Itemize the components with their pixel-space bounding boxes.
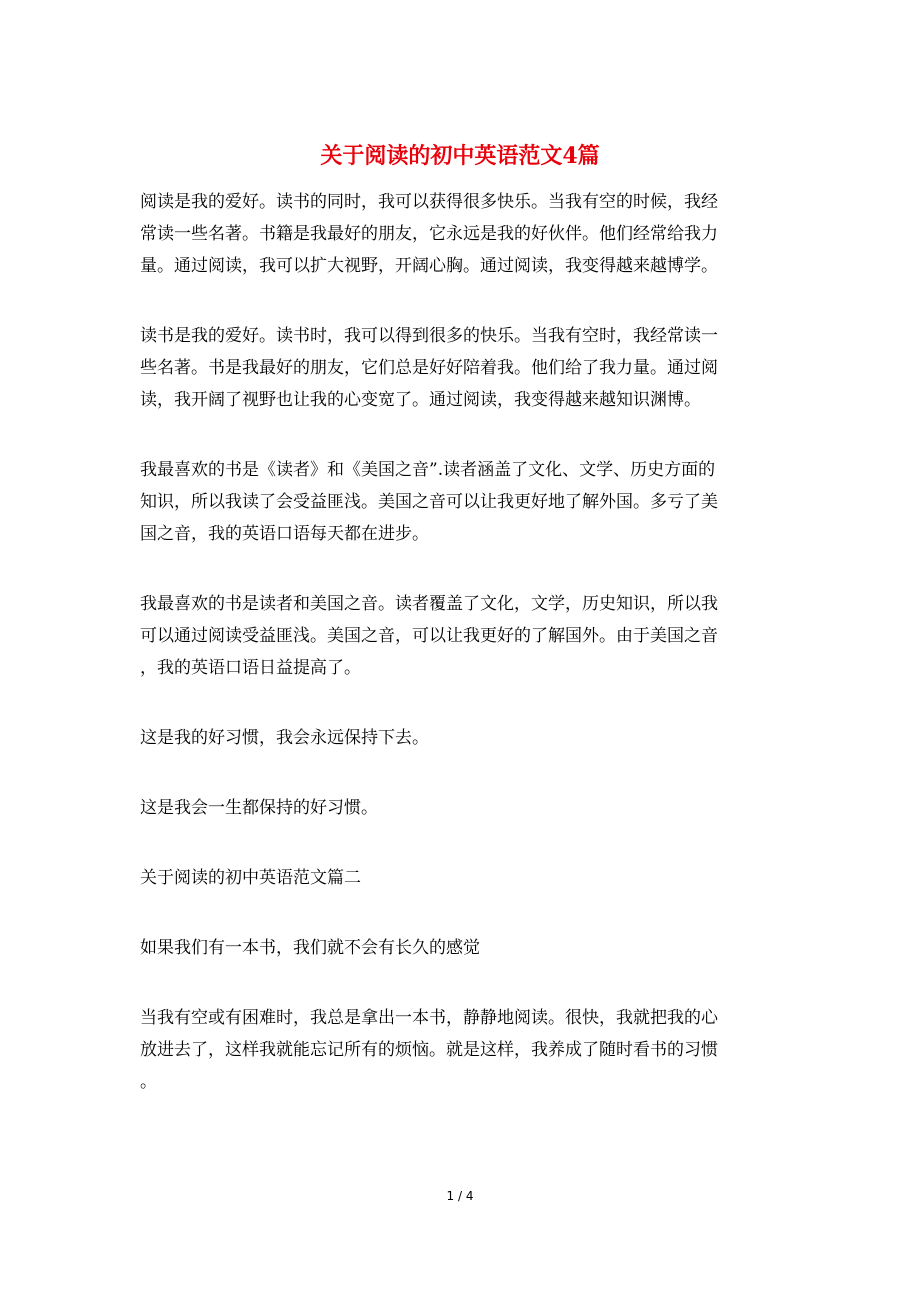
paragraph: 如果我们有一本书，我们就不会有长久的感觉 xyxy=(140,938,480,958)
paragraph: 当我有空或有困难时，我总是拿出一本书，静静地阅读。很快，我就把我的心 放进去了，这样我就能忘记所有的烦恼。就是这样，我养成了随时看书的习惯 。 xyxy=(140,1008,718,1092)
paragraph: 我最喜欢的书是读者和美国之音。读者覆盖了文化，文学，历史知识，所以我 可以通过阅读受益匪浅。美国之音，可以让我更好的了解国外。由于美国之音 ，我的英语口语日益提高了。 xyxy=(140,594,718,678)
page-number: 1 / 4 xyxy=(446,1189,474,1203)
document-title: 关于阅读的初中英语范文4篇 xyxy=(320,143,600,169)
paragraph: 阅读是我的爱好。读书的同时，我可以获得很多快乐。当我有空的时候，我经 常读一些名著。书籍是我最好的朋友，它永远是我的好伙伴。他们经常给我力 量。通过阅读，我可以扩大视野，开阔心胸。通过阅读，我变得越来越博学。 xyxy=(140,192,718,276)
section-heading: 关于阅读的初中英语范文篇二 xyxy=(140,868,361,888)
document-body xyxy=(140,186,780,1098)
paragraph: 我最喜欢的书是《读者》和《美国之音”.读者涵盖了文化、文学、历史方面的 知识，所以我读了会受益匪浅。美国之音可以让我更好地了解外国。多亏了美 国之音，我的英语口语每天都在进步。 xyxy=(140,460,718,544)
paragraph: 这是我的好习惯，我会永远保持下去。 xyxy=(140,728,429,748)
paragraph: 读书是我的爱好。读书时，我可以得到很多的快乐。当我有空时，我经常读一 些名著。书是我最好的朋友，它们总是好好陪着我。他们给了我力量。通过阅 读，我开阔了视野也让我的心变宽了。通过阅读，我变得越来越知识渊博。 xyxy=(140,326,718,410)
paragraph: 这是我会一生都保持的好习惯。 xyxy=(140,798,378,818)
